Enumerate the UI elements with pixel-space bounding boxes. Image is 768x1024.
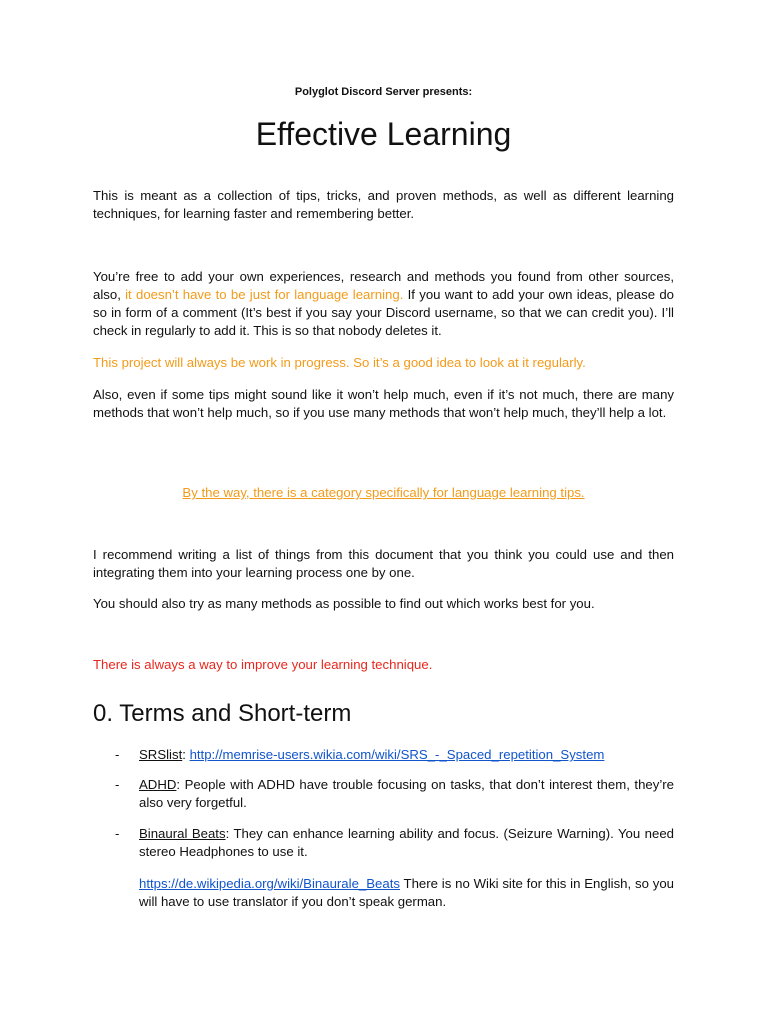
also-paragraph: Also, even if some tips might sound like it won’t help much, even if it’s not much, there are many methods that won’t help much, so if you use many methods that won’t help much, they’ll help a lot. (93, 387, 674, 420)
binaural-note (93, 875, 674, 911)
category-link-line (93, 484, 674, 502)
list-item-binaural-beats (93, 825, 674, 861)
binaural-note-text (139, 875, 674, 911)
term-description: They can enhance learning ability and focus. (Seizure Warning). You need stereo Headphones to use it. (139, 826, 674, 859)
recommend-paragraph: I recommend writing a list of things from this document that you think you could use and then integrating them into your learning process one by one. (93, 547, 674, 580)
list-item-text (139, 776, 674, 812)
binaural-note-description: There is no Wiki site for this in English, so you will have to use translator if you don’t speak german. (139, 876, 674, 909)
list-item-text (139, 825, 674, 861)
list-item-srslist (93, 746, 674, 764)
term-separator: : (182, 747, 190, 762)
document-kicker: Polyglot Discord Server presents: (294, 86, 473, 98)
document-title: Effective Learning (255, 116, 512, 152)
list-item-adhd (93, 776, 674, 812)
section-heading: 0. Terms and Short-term (93, 700, 352, 727)
list-bullet: - (115, 777, 120, 792)
contribution-highlight: it doesn’t have to be just for language learning. (125, 287, 404, 302)
improve-note: There is always a way to improve your learning technique. (93, 657, 433, 672)
intro-paragraph: This is meant as a collection of tips, tricks, and proven methods, as well as different learning techniques, for learning faster and remembering better. (93, 188, 674, 221)
term-separator: : (225, 826, 234, 841)
progress-note: This project will always be work in progress. So it’s a good idea to look at it regularly. (93, 355, 586, 370)
contribution-text-2: If you want to add your own ideas, please do so in form of a comment (It’s best if you say your Discord username, so that we can credit you). I’ll check in regularly to add it. This is so that nobody deletes it. (93, 287, 674, 338)
try-methods-paragraph: You should also try as many methods as possible to find out which works best for you. (93, 596, 595, 611)
term-label: SRSlist (139, 747, 183, 762)
term-separator: : (176, 777, 185, 792)
term-label: ADHD (139, 777, 177, 792)
term-label: Binaural Beats (139, 826, 226, 841)
list-item-text (139, 746, 674, 764)
contribution-paragraph (93, 268, 674, 340)
srslist-link[interactable]: http://memrise-users.wikia.com/wiki/SRS_-_Spaced_repetition_System (189, 747, 605, 762)
binaural-link[interactable]: https://de.wikipedia.org/wiki/Binaurale_Beats (139, 876, 400, 891)
category-link[interactable]: By the way, there is a category specifically for language learning tips. (182, 485, 585, 500)
list-bullet: - (115, 747, 120, 762)
contribution-text-1: You’re free to add your own experiences, research and methods you found from other sources, also, (93, 269, 674, 302)
list-bullet: - (115, 826, 120, 841)
term-description: People with ADHD have trouble focusing on tasks, that don’t interest them, they’re also very forgetful. (139, 777, 675, 810)
